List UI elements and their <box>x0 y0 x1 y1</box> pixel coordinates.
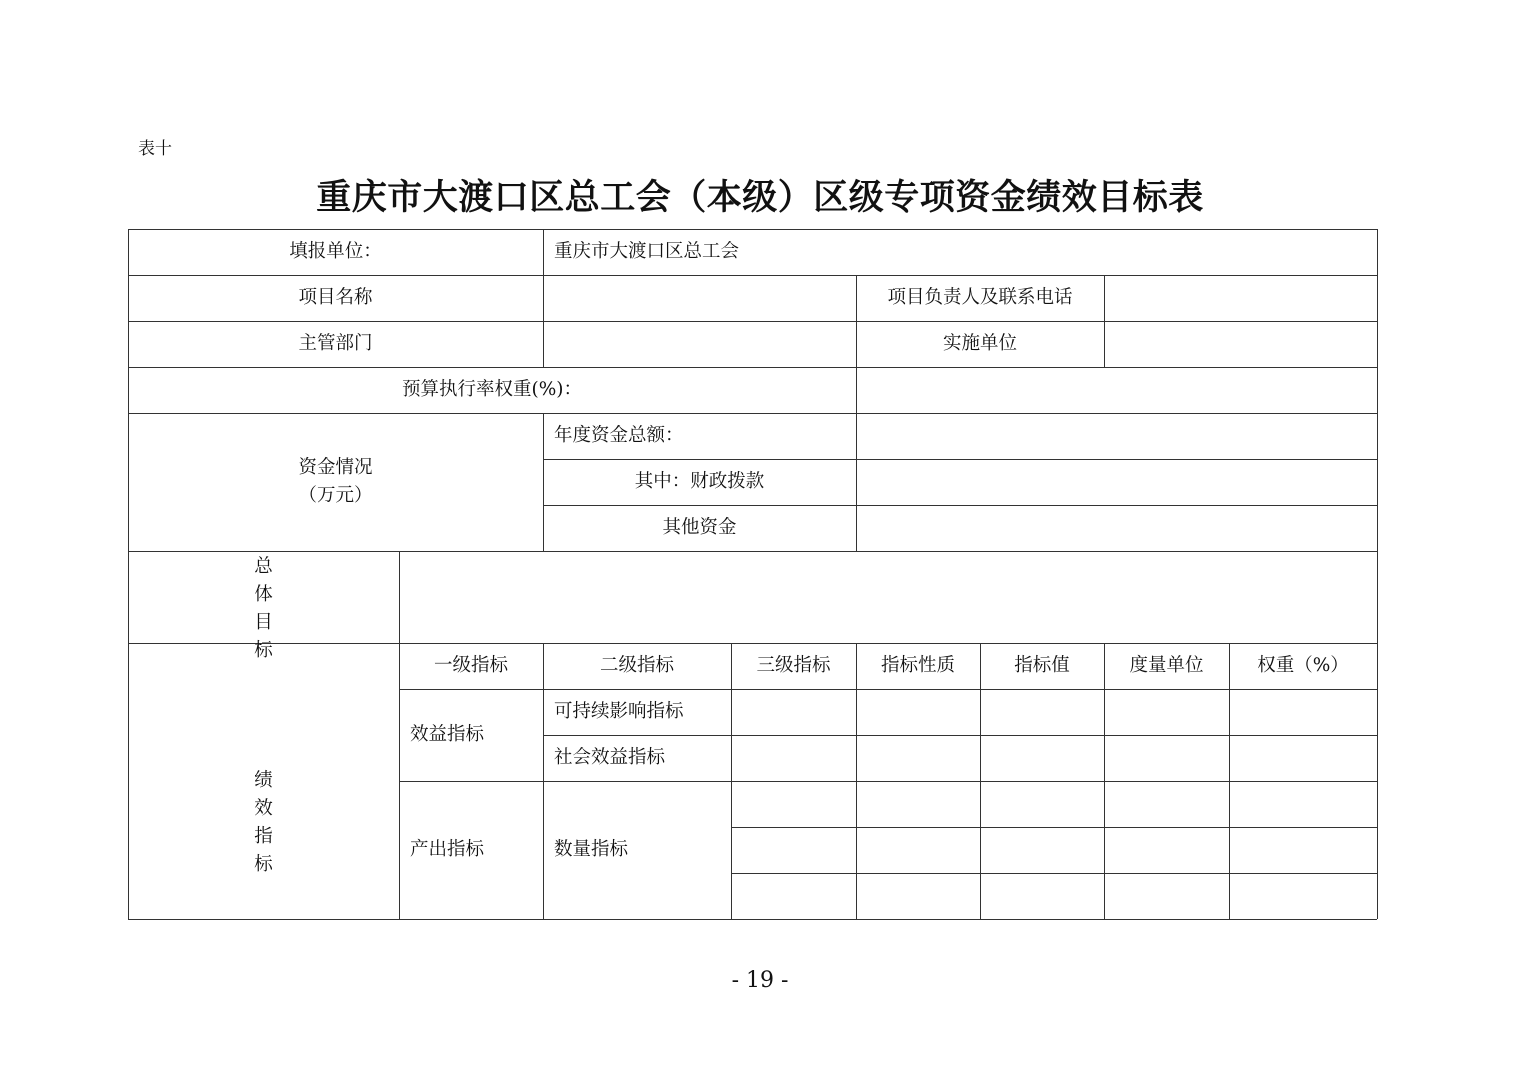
overall-goal-char-2: 体 <box>254 584 273 605</box>
indicators-char-4: 标 <box>254 854 273 875</box>
benefit-sustainable: 可持续影响指标 <box>554 700 684 722</box>
indicators-section-label <box>128 643 399 1003</box>
indicators-char-2: 效 <box>254 798 273 819</box>
reporting-unit-label: 填报单位： <box>289 240 382 262</box>
header-unit: 度量单位 <box>1129 654 1204 676</box>
impl-unit-value[interactable] <box>1104 321 1377 367</box>
budget-rate-value[interactable] <box>856 367 1377 413</box>
supervisor-dept-value[interactable] <box>543 321 856 367</box>
header-nature: 指标性质 <box>880 654 955 676</box>
fiscal-label: 其中：财政拨款 <box>634 470 765 492</box>
funds-label-line2: （万元） <box>298 485 373 506</box>
table-label: 表十 <box>138 139 172 159</box>
funds-label-line1: 资金情况 <box>298 457 373 478</box>
header-value: 指标值 <box>1014 654 1070 676</box>
impl-unit-label: 实施单位 <box>942 332 1017 354</box>
fiscal-value[interactable] <box>856 459 1377 505</box>
indicators-char-1: 绩 <box>254 770 273 791</box>
output-level1: 产出指标 <box>410 838 485 860</box>
overall-goal-value[interactable] <box>399 551 1377 643</box>
overall-goal-char-3: 目 <box>254 612 273 633</box>
overall-goal-label <box>128 552 399 661</box>
benefit-social: 社会效益指标 <box>554 746 666 768</box>
annual-total-label: 年度资金总额： <box>554 424 684 446</box>
project-leader-value[interactable] <box>1104 275 1377 321</box>
header-level3: 三级指标 <box>756 654 831 676</box>
header-level1: 一级指标 <box>433 654 508 676</box>
project-name-value[interactable] <box>543 275 856 321</box>
annual-total-value[interactable] <box>856 413 1377 459</box>
page-title: 重庆市大渡口区总工会（本级）区级专项资金绩效目标表 <box>316 178 1204 218</box>
other-funds-label: 其他资金 <box>662 516 737 538</box>
indicators-char-3: 指 <box>254 826 273 847</box>
output-quantity: 数量指标 <box>554 838 629 860</box>
budget-rate-label: 预算执行率权重(%)： <box>401 378 582 400</box>
page-number: - 19 - <box>731 968 789 993</box>
benefit-level1: 效益指标 <box>410 723 485 745</box>
reporting-unit-value: 重庆市大渡口区总工会 <box>554 240 740 262</box>
funds-label <box>128 413 543 551</box>
supervisor-dept-label: 主管部门 <box>298 332 373 354</box>
project-name-label: 项目名称 <box>298 286 373 308</box>
project-leader-label: 项目负责人及联系电话 <box>887 286 1073 308</box>
overall-goal-char-4: 标 <box>254 640 273 661</box>
other-funds-value[interactable] <box>856 505 1377 551</box>
header-level2: 二级指标 <box>599 654 674 676</box>
header-weight: 权重（%） <box>1257 654 1349 676</box>
overall-goal-char-1: 总 <box>254 556 273 577</box>
